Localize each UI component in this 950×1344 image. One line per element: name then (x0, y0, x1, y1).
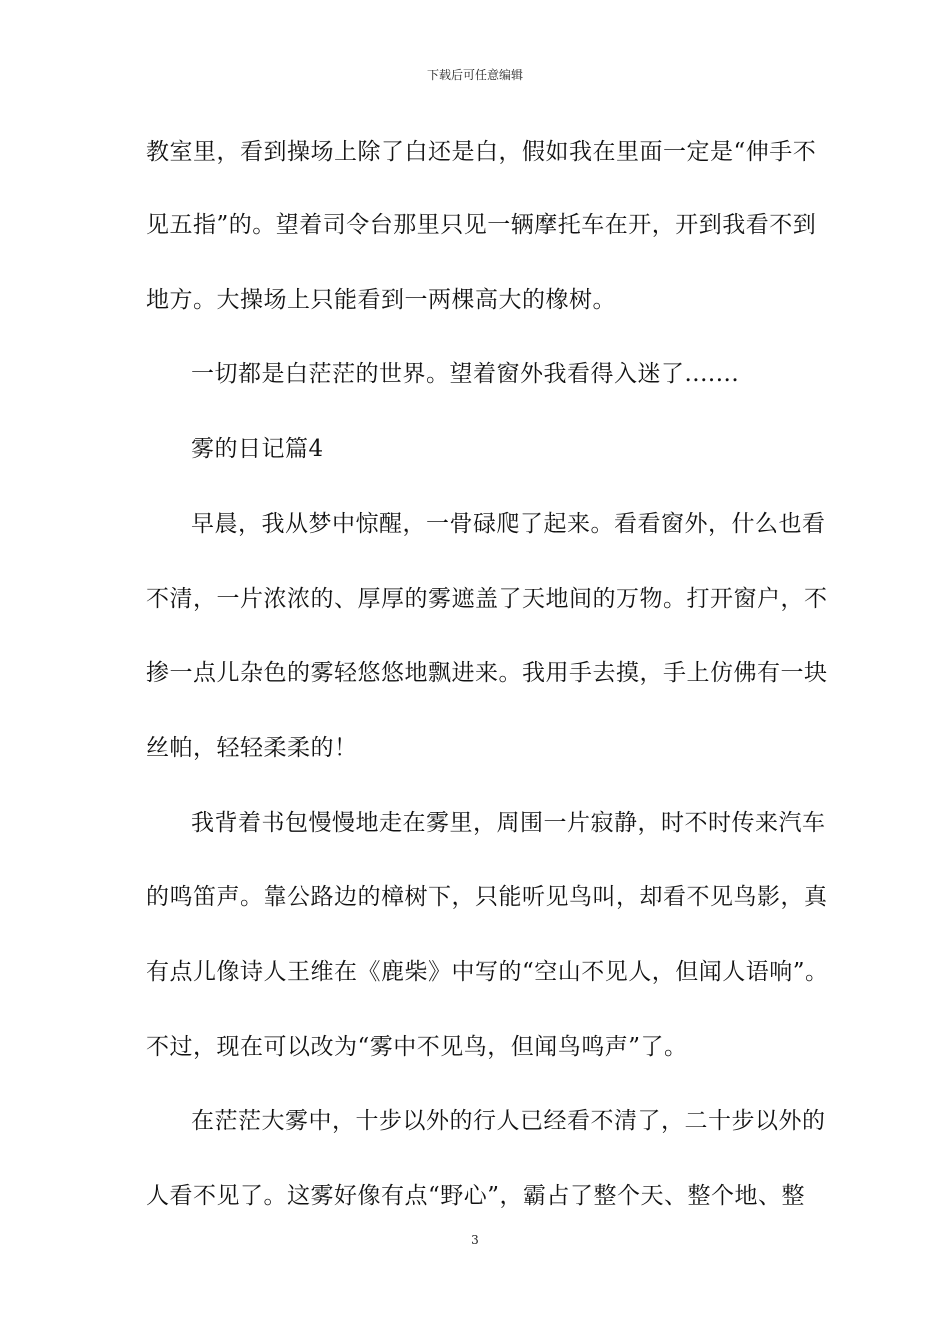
body-text-line: 早晨，我从梦中惊醒，一骨碌爬了起来。看看窗外，什么也看 (191, 511, 826, 537)
body-text-line: 我背着书包慢慢地走在雾里，周围一片寂静，时不时传来汽车 (191, 810, 826, 836)
page-header: 下载后可任意编辑 (426, 68, 523, 82)
body-text-line: 的鸣笛声。靠公路边的樟树下，只能听见鸟叫，却看不见鸟影，真 (146, 884, 828, 910)
body-text-line: 教室里，看到操场上除了白还是白，假如我在里面一定是“伸手不 (146, 139, 817, 165)
body-text-line: 在茫茫大雾中，十步以外的行人已经看不清了，二十步以外的 (191, 1108, 826, 1134)
body-text-line: 不过，现在可以改为“雾中不见鸟，但闻鸟鸣声”了。 (146, 1034, 688, 1060)
body-text-line: 掺一点儿杂色的雾轻悠悠地飘进来。我用手去摸，手上仿佛有一块 (146, 660, 828, 686)
section-heading: 雾的日记篇4 (191, 436, 324, 462)
body-text-line: 丝帕，轻轻柔柔的！ (146, 735, 358, 761)
page-number: 3 (471, 1233, 479, 1247)
body-text-line: 地方。大操场上只能看到一两棵高大的橡树。 (146, 287, 616, 313)
body-text-line: 一切都是白茫茫的世界。望着窗外我看得入迷了....... (191, 361, 740, 387)
body-text-line: 人看不见了。这雾好像有点“野心”，霸占了整个天、整个地、整 (146, 1183, 806, 1209)
body-text-line: 有点儿像诗人王维在《鹿柴》中写的“空山不见人，但闻人语响”。 (146, 959, 829, 985)
body-text-line: 不清，一片浓浓的、厚厚的雾遮盖了天地间的万物。打开窗户，不 (146, 586, 828, 612)
body-text-line: 见五指”的。望着司令台那里只见一辆摩托车在开，开到我看不到 (146, 212, 817, 238)
